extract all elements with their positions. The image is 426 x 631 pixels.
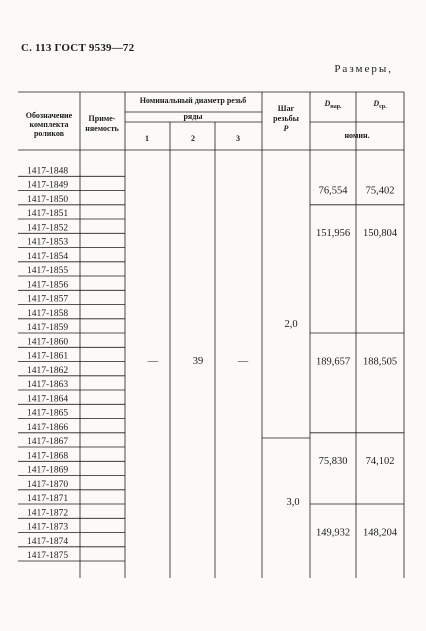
designation-cell: 1417-1874: [27, 536, 69, 547]
designation-cell: 1417-1866: [27, 422, 69, 433]
header-d-outer-subscript: нар.: [330, 104, 342, 110]
designation-cell: 1417-1868: [27, 451, 69, 462]
header-designation-line3: роликов: [33, 129, 65, 138]
designation-cell: 1417-1862: [27, 365, 69, 376]
row1-value: —: [147, 356, 159, 367]
d-outer-value: 189,657: [315, 356, 351, 368]
d-mean-value: 74,102: [365, 456, 395, 468]
d-outer-value: 75,830: [318, 456, 348, 468]
header-d-mean: [372, 99, 387, 110]
header-nominal-diameter: Номинальный диаметр резьб: [139, 96, 247, 105]
header-applicability-line2: няемость: [85, 124, 119, 133]
d-mean-value: 148,204: [362, 527, 398, 539]
d-mean-value: 188,505: [362, 356, 398, 368]
designation-cell: 1417-1856: [27, 280, 69, 291]
designation-cell: 1417-1865: [27, 408, 69, 419]
designation-cell: 1417-1872: [27, 508, 69, 519]
table-caption: Размеры,: [334, 63, 393, 75]
designation-cell: 1417-1859: [27, 323, 69, 333]
designation-cell: 1417-1870: [27, 479, 69, 490]
designation-cell: 1417-1863: [27, 380, 69, 390]
designation-cell: 1417-1860: [27, 337, 69, 348]
d-outer-value: 151,956: [315, 228, 351, 240]
designation-cell: 1417-1869: [27, 465, 69, 476]
designation-cell: 1417-1854: [27, 251, 69, 262]
d-outer-value: 149,932: [315, 527, 351, 539]
designation-cell: 1417-1855: [27, 266, 69, 276]
table-body: [18, 166, 404, 561]
designation-cell: 1417-1867: [27, 437, 69, 447]
designation-cell: 1417-1871: [27, 494, 69, 504]
designation-cell: 1417-1857: [27, 294, 69, 305]
header-d-outer-symbol: D: [324, 99, 331, 108]
header-pitch-line1: Шаг: [277, 104, 295, 113]
header-row-number-3: 3: [236, 134, 240, 143]
designation-cell: 1417-1861: [27, 351, 69, 362]
pitch-value-a: 2,0: [284, 319, 298, 330]
designation-cell: 1417-1850: [27, 194, 69, 205]
d-outer-value: 76,554: [318, 185, 348, 197]
header-nominal: номин.: [344, 131, 370, 140]
header-pitch-line2: резьбы: [273, 114, 299, 123]
header-pitch-line3: P: [283, 124, 289, 133]
row3-value: —: [237, 356, 249, 367]
header-rows-label: ряды: [183, 112, 203, 121]
header-designation-line1: Обозначение: [25, 111, 73, 120]
header-d-mean-subscript: ср.: [379, 104, 387, 110]
header-row-number-1: 1: [145, 134, 149, 143]
header-row-number-2: 2: [191, 134, 195, 143]
designation-cell: 1417-1852: [27, 223, 69, 234]
designation-cell: 1417-1849: [27, 180, 69, 191]
header-d-mean-symbol: D: [373, 99, 380, 108]
d-mean-value: 75,402: [365, 185, 395, 197]
row2-value: 39: [192, 356, 204, 367]
designation-cell: 1417-1864: [27, 394, 69, 405]
designation-cell: 1417-1848: [27, 166, 69, 177]
designation-cell: 1417-1851: [27, 209, 69, 219]
designation-cell: 1417-1858: [27, 308, 69, 319]
designation-cell: 1417-1875: [27, 551, 69, 561]
page-header: С. 113 ГОСТ 9539—72: [21, 42, 135, 54]
designation-cell: 1417-1873: [27, 522, 69, 533]
designation-cell: 1417-1853: [27, 237, 69, 248]
header-applicability-line1: Приме-: [88, 114, 116, 123]
d-mean-value: 150,804: [362, 228, 398, 240]
pitch-value-b: 3,0: [286, 497, 300, 508]
header-designation-line2: комплекта: [29, 120, 69, 129]
header-d-outer: [323, 99, 342, 110]
